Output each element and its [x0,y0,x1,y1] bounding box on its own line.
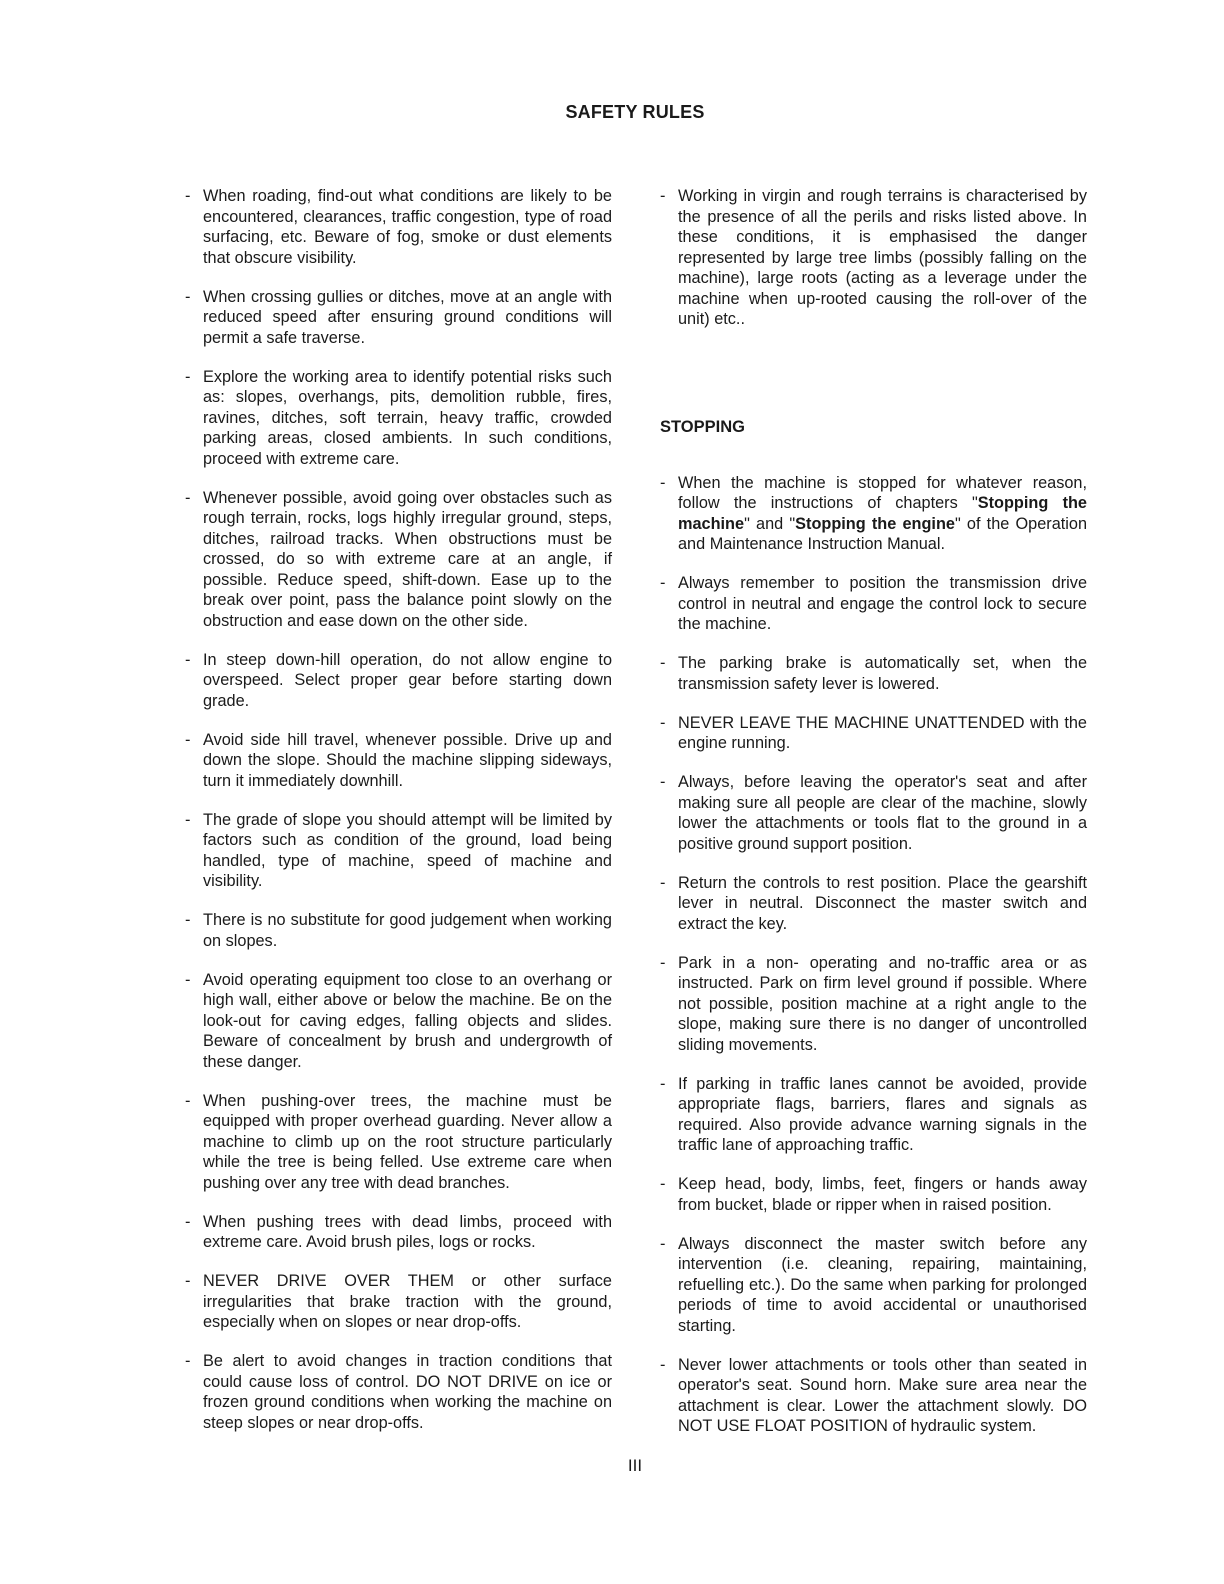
rule-side-hill-travel: - Avoid side hill travel, whenever possible. Drive up and down the slope. Should the machine slipping sideways, turn it immediately downhill. [185,730,612,792]
rule-crossing-gullies: - When crossing gullies or ditches, move at an angle with reduced speed after ensuring ground conditions will permit a safe traverse. [185,287,612,349]
stopping-rule-park-area: - Park in a non- operating and no-traffic area or as instructed. Park on firm level ground if possible. Where not possible, position machine at a right angle to the slope, making sure there is no danger of uncontrolled sliding movements. [660,953,1087,1056]
right-intro-list [660,186,1087,330]
stopping-rule-controls-rest: - Return the controls to rest position. Place the gearshift lever in neutral. Disconnect the master switch and extract the key. [660,873,1087,935]
stopping-rule-never-unattended: - NEVER LEAVE THE MACHINE UNATTENDED with the engine running. [660,713,1087,754]
page-number: III [627,1456,643,1475]
stopping-rule-text-a: When the machine is stopped for whatever reason, follow the instructions of chapters " [678,473,1087,512]
stopping-rule-instructions [660,473,1087,555]
stopping-rule-lower-seated: - Never lower attachments or tools other than seated in operator's seat. Sound horn. Make sure area near the attachment is clear. Lower the attachment slowly. DO NOT USE FLOAT POSITION of hydraulic system. [660,1355,1087,1437]
stopping-rule-traffic-lanes: - If parking in traffic lanes cannot be avoided, provide appropriate flags, barriers, flares and signals as required. Also provide advance warning signals in the traffic lane of approaching traffic. [660,1074,1087,1156]
right-column [660,186,1087,1455]
rule-traction-changes: - Be alert to avoid changes in traction conditions that could cause loss of control. DO NOT DRIVE on ice or frozen ground conditions when working the machine on steep slopes or near drop-offs. [185,1351,612,1433]
rule-roading: - When roading, find-out what conditions are likely to be encountered, clearances, traffic congestion, type of road surfacing, etc. Beware of fog, smoke or dust elements that obscure visibility. [185,186,612,268]
chapter-stopping-machine: Stopping the machine [678,494,1087,533]
left-column [185,186,612,1452]
rule-dead-limbs: - When pushing trees with dead limbs, proceed with extreme care. Avoid brush piles, logs or rocks. [185,1212,612,1253]
rule-pushing-over-trees: - When pushing-over trees, the machine must be equipped with proper overhead guarding. Never allow a machine to climb up on the root structure particularly while the tree is being felled. Use extreme care when pushing over any tree with dead branches. [185,1091,612,1194]
stopping-rules-list [660,473,1087,1437]
rule-downhill-operation: - In steep down-hill operation, do not allow engine to overspeed. Select proper gear before starting down grade. [185,650,612,712]
page-title: SAFETY RULES [565,102,705,122]
stopping-rule-neutral: - Always remember to position the transmission drive control in neutral and engage the control lock to secure the machine. [660,573,1087,635]
stopping-rule-text-b: " and " [744,514,796,533]
stopping-rule-text-c: " of the Operation and Maintenance Instruction Manual. [678,514,1087,553]
stopping-rule-master-switch: - Always disconnect the master switch before any intervention (i.e. cleaning, repairing, maintaining, refuelling etc.). Do the same when parking for prolonged periods of time to avoid accidental or unauthorised starting. [660,1234,1087,1337]
stopping-heading: STOPPING [660,417,745,436]
left-rules-list [185,186,612,1433]
rule-never-drive-over: - NEVER DRIVE OVER THEM or other surface irregularities that brake traction with the ground, especially when on slopes or near drop-offs. [185,1271,612,1333]
rule-virgin-terrain: - Working in virgin and rough terrains is characterised by the presence of all the perils and risks listed above. In these conditions, it is emphasised the danger represented by large tree limbs (possibly falling on the machine), large roots (acting as a leverage under the machine when up-rooted causing the roll-over of the unit) etc.. [660,186,1087,330]
stopping-rule-keep-away: - Keep head, body, limbs, feet, fingers or hands away from bucket, blade or ripper when in raised position. [660,1174,1087,1215]
rule-grade-of-slope: - The grade of slope you should attempt will be limited by factors such as condition of the ground, load being handled, type of machine, speed of machine and visibility. [185,810,612,892]
rule-good-judgement: - There is no substitute for good judgement when working on slopes. [185,910,612,951]
rule-avoid-obstacles: - Whenever possible, avoid going over obstacles such as rough terrain, rocks, logs highly irregular ground, steps, ditches, railroad tracks. When obstructions must be crossed, do so with extreme care at an angle, if possible. Reduce speed, shift-down. Ease up to the break over point, pass the balance point slowly on the obstruction and ease down on the other side. [185,488,612,632]
rule-explore-area: - Explore the working area to identify potential risks such as: slopes, overhangs, pits, demolition rubble, fires, ravines, ditches, soft terrain, heavy traffic, crowded parking areas, closed ambients. In such conditions, proceed with extreme care. [185,367,612,470]
stopping-rule-parking-brake: - The parking brake is automatically set, when the transmission safety lever is lowered. [660,653,1087,694]
rule-overhang: - Avoid operating equipment too close to an overhang or high wall, either above or below the machine. Be on the look-out for caving edges, falling objects and slides. Beware of concealment by brush and undergrowth of these danger. [185,970,612,1073]
chapter-stopping-engine: Stopping the engine [795,514,955,533]
stopping-rule-lower-attachments: - Always, before leaving the operator's seat and after making sure all people are clear of the machine, slowly lower the attachments or tools flat to the ground in a positive ground support position. [660,772,1087,854]
